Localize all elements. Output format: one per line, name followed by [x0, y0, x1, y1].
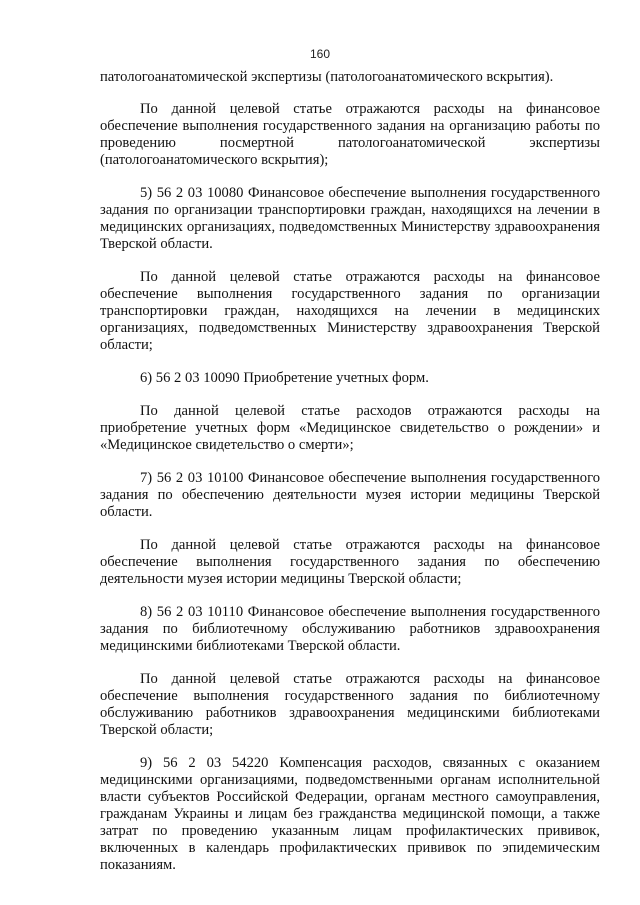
- paragraph-item-9: 9) 56 2 03 54220 Компенсация расходов, связанных с оказанием медицинскими организациями, подведомственными органам исполнительной власти субъектов Российской Федерации, органам местного самоуправления, гражданам Украины и лицам без гражданства медицинской помощи, а также затрат по проведению указанным лицам профилактических прививок, включенных в календарь профилактических прививок по эпидемическим показаниям.: [100, 755, 600, 873]
- paragraph-description: По данной целевой статье отражаются расходы на финансовое обеспечение выполнения государственного задания по обеспечению деятельности музея истории медицины Тверской области;: [100, 537, 600, 587]
- paragraph-continuation: патологоанатомической экспертизы (патологоанатомического вскрытия).: [100, 69, 554, 85]
- paragraph-item-6: 6) 56 2 03 10090 Приобретение учетных форм.: [140, 370, 429, 386]
- paragraph-item-7: 7) 56 2 03 10100 Финансовое обеспечение выполнения государственного задания по обеспечению деятельности музея истории медицины Тверской области.: [100, 470, 600, 520]
- page-number: 160: [309, 47, 331, 61]
- paragraph-description: По данной целевой статье отражаются расходы на финансовое обеспечение выполнения государственного задания по библиотечному обслуживанию работников здравоохранения медицинскими библиотеками Тверской области;: [100, 671, 600, 738]
- paragraph-description: По данной целевой статье отражаются расходы на финансовое обеспечение выполнения государственного задания на организацию работы по проведению посмертной патологоанатомической экспертизы (патологоанатомического вскрытия);: [100, 101, 600, 168]
- paragraph-item-8: 8) 56 2 03 10110 Финансовое обеспечение выполнения государственного задания по библиотечному обслуживанию работников здравоохранения медицинскими библиотеками Тверской области.: [100, 604, 600, 654]
- paragraph-description: По данной целевой статье расходов отражаются расходы на приобретение учетных форм «Медицинское свидетельство о рождении» и «Медицинское свидетельство о смерти»;: [100, 403, 600, 453]
- paragraph-item-5: 5) 56 2 03 10080 Финансовое обеспечение выполнения государственного задания по организации транспортировки граждан, находящихся на лечении в медицинских организациях, подведомственных Министерству здравоохранения Тверской области.: [100, 185, 600, 252]
- paragraph-description: По данной целевой статье отражаются расходы на финансовое обеспечение выполнения государственного задания по организации транспортировки граждан, находящихся на лечении в медицинских организациях, подведомственных Министерству здравоохранения Тверской области;: [100, 269, 600, 353]
- document-body: [100, 69, 600, 890]
